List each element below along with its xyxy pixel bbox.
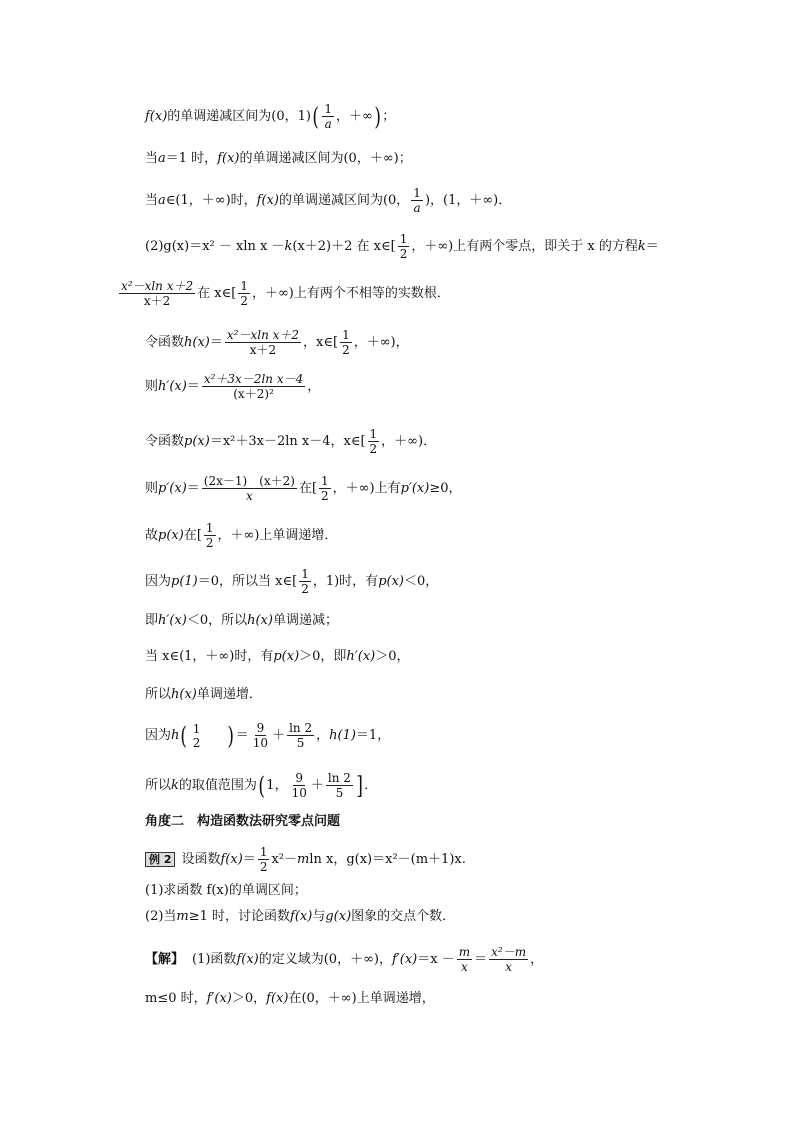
math-h1: h(1) (329, 728, 356, 743)
text: 的取值范围为 (178, 778, 257, 793)
text: ＜0，所以 (186, 613, 248, 628)
text: ＝1 时， (165, 151, 218, 166)
math-k: k (284, 239, 293, 254)
math-a: a (158, 151, 166, 166)
text: ≥1 时，讨论函数 (188, 909, 291, 924)
solution-line-1 (145, 946, 543, 973)
paren-open: ( (312, 102, 319, 131)
paren-open: ( (258, 771, 265, 800)
text: 的定义域为(0，＋∞)， (258, 952, 392, 967)
bracket-close: ] (356, 771, 363, 800)
math-hpx: h′(x) (158, 379, 187, 394)
math-m: m (176, 909, 189, 924)
text: ，＋∞)上有 (332, 481, 401, 496)
text: 与 (312, 909, 326, 924)
paren-close: ) (227, 721, 235, 750)
fraction-k-expression: $\frac{\text{x²－xln x＋2}}{x+2}$ (121, 279, 194, 308)
text-line-7 (145, 373, 320, 400)
math-fx: f(x) (217, 151, 240, 166)
text-line-8 (145, 428, 436, 455)
fraction-ppx-expression: $\frac{(2x-1) (x+2)}{x}$ (203, 474, 295, 503)
text-line-9 (145, 475, 462, 502)
text: 故 (145, 528, 159, 543)
math-gx: g(x) (325, 909, 352, 924)
fraction-1-over-a: $\frac{1}{a}$ (413, 186, 421, 215)
math-a: a (158, 193, 166, 208)
fraction-half: $\frac{1}{2}$ (369, 427, 378, 456)
math-fx: f(x) (266, 991, 289, 1006)
text: 当 x∈(1，＋∞)时，有 (145, 649, 274, 664)
fraction-half: $\frac{1}{2}$ (321, 474, 329, 503)
text-line-14 (145, 688, 262, 701)
math-fx: f(x) (290, 909, 313, 924)
text: ＞0， (231, 991, 267, 1006)
text: ， (316, 728, 330, 743)
text-line-6 (145, 329, 409, 356)
fraction-half: $\frac{1}{2}$ (259, 845, 268, 874)
math-ppx: p′(x) (400, 481, 430, 496)
text: ＜0， (403, 574, 439, 589)
text: 因为 (145, 728, 172, 743)
math-hx: h(x) (247, 613, 273, 628)
math-px: p(x) (273, 649, 300, 664)
math-hx: h(x) (171, 687, 197, 702)
text: 当 (145, 193, 159, 208)
example-badge: 例 2 (145, 852, 175, 867)
text: 令函数 (145, 335, 185, 350)
math-fx: f(x) (220, 852, 243, 867)
fraction-m-over-x: $\frac{m}{x}$ (458, 945, 471, 974)
question-1: (1)求函数 f(x)的单调区间； (145, 883, 307, 898)
text: ，＋∞ (336, 109, 373, 124)
text: ， (307, 379, 321, 394)
example-2-statement (145, 846, 466, 873)
text: 1， (266, 778, 288, 793)
solution-tag: 【解】 (145, 952, 185, 967)
math-px: p(x) (158, 528, 184, 543)
text: 当 (145, 151, 159, 166)
text-line-2 (145, 152, 412, 165)
math-fx: f(x) (236, 952, 259, 967)
text-line-10 (145, 522, 337, 549)
fraction-hpx-expression: $\frac{\text{x²＋3x－2ln x－4}}{\text{(x＋2)²}}$ (203, 372, 304, 401)
solution-line-2 (145, 992, 435, 1005)
text: ，＋∞)． (381, 434, 437, 449)
fraction-9-10: $\frac{9}{10}$ (291, 771, 307, 800)
text-line-16 (145, 772, 377, 799)
paren-open: ( (180, 721, 188, 750)
text-line-5 (117, 280, 450, 307)
text: ； (382, 109, 396, 124)
text: ＝ (242, 852, 256, 867)
text-line-13 (145, 650, 410, 663)
text: ∈(1，＋∞)时， (165, 193, 257, 208)
paren-close: ) (374, 102, 381, 131)
text: ，＋∞)上单调递增． (217, 528, 338, 543)
text: (2)g(x)＝x² － xln x － (145, 239, 285, 254)
text: ＞0， (375, 649, 410, 664)
text: 则 (145, 379, 159, 394)
text: 则 (145, 481, 159, 496)
question-2 (145, 910, 455, 923)
math-hpx: h′(x) (346, 649, 376, 664)
text: 单调递增． (196, 687, 262, 702)
text: ，＋∞)， (353, 335, 409, 350)
text: ln x，g(x)＝x²－(m＋1)x. (309, 852, 466, 867)
math-p1: p(1) (171, 574, 198, 589)
text: 所以 (145, 778, 172, 793)
text-line-4 (145, 233, 685, 260)
text: ＝ (186, 481, 200, 496)
text: 在 x∈[ (197, 286, 237, 301)
fraction-x2m-over-x: $\frac{\text{x²－m}}{x}$ (491, 945, 527, 974)
math-fx: f(x) (145, 109, 168, 124)
text: ＝x²＋3x－2ln x－4，x∈[ (209, 434, 366, 449)
text-line-3 (145, 187, 511, 214)
text-line-11 (145, 568, 438, 595)
text: (1)函数 (192, 952, 237, 967)
text: 设函数 (181, 852, 221, 867)
math-fpx: f′(x) (391, 952, 418, 967)
fraction-ln2-5: $\frac{\ln 2}{5}$ (327, 771, 351, 800)
text: ＝ (209, 335, 223, 350)
text: 即 (145, 613, 159, 628)
text: 在(0，＋∞)上单调递增， (288, 991, 435, 1006)
text: 在[ (298, 481, 318, 496)
text: ＝ (474, 952, 488, 967)
fraction-half: $\frac{1}{2}$ (205, 521, 214, 550)
text: ＝1， (355, 728, 391, 743)
text: (2)当 (145, 909, 177, 924)
text: ＝ (186, 379, 200, 394)
text: ＝0，所以当 x∈[ (197, 574, 298, 589)
text: 单调递减； (272, 613, 338, 628)
fraction-half: $\frac{1}{2}$ (301, 567, 309, 596)
fraction-ln2-5: $\frac{\ln 2}{5}$ (289, 721, 313, 750)
text: 的单调递减区间为(0， (278, 193, 410, 208)
text: (x＋2)＋2 在 x∈[ (292, 239, 396, 254)
text: ＝ (645, 239, 659, 254)
math-m: m (297, 852, 310, 867)
text: ，＋∞)上有两个不相等的实数根． (251, 286, 450, 301)
text: x²－ (271, 852, 297, 867)
math-k: k (637, 239, 646, 254)
text: 令函数 (145, 434, 185, 449)
text: ＋ (310, 778, 324, 793)
text-line-1 (145, 103, 395, 130)
text: 的单调递减区间为(0，1) (167, 109, 311, 124)
text: ＝ (235, 728, 249, 743)
text: 因为 (145, 574, 172, 589)
text: ＝x － (417, 952, 455, 967)
text: )，(1，＋∞)． (424, 193, 512, 208)
text-line-15 (145, 722, 390, 749)
text: ， (530, 952, 544, 967)
math-k: k (171, 778, 179, 793)
math-ppx: p′(x) (158, 481, 187, 496)
text: ，＋∞)上有两个零点，即关于 x 的方程 (411, 239, 638, 254)
math-fx: f(x) (256, 193, 279, 208)
section-heading: 角度二 构造函数法研究零点问题 (145, 814, 341, 829)
math-fpx: f′(x) (206, 991, 232, 1006)
math-px: p(x) (378, 574, 404, 589)
text: ＋ (272, 728, 286, 743)
math-h: h (171, 728, 180, 743)
math-px: p(x) (184, 434, 210, 449)
fraction-1-over-a: $\frac{1}{a}$ (324, 102, 332, 131)
text: 所以 (145, 687, 172, 702)
math-hx: h(x) (184, 335, 210, 350)
fraction-half: $\frac{1}{2}$ (399, 232, 408, 261)
fraction-half: $\frac{1}{2}$ (240, 279, 248, 308)
text: ＞0，即 (299, 649, 347, 664)
text: ，1)时，有 (312, 574, 379, 589)
text: ≥0， (429, 481, 462, 496)
text: ，x∈[ (303, 335, 339, 350)
text: 图象的交点个数． (351, 909, 456, 924)
fraction-9-10: $\frac{9}{10}$ (252, 721, 269, 750)
fraction-half: $\frac{1}{2}$ (342, 328, 350, 357)
text: 在[ (183, 528, 202, 543)
text: ． (364, 778, 378, 793)
text: 的单调递减区间为(0，＋∞)； (239, 151, 412, 166)
fraction-h-expression: $\frac{\text{x²－xln x＋2}}{x+2}$ (226, 328, 300, 357)
math-hpx: h′(x) (158, 613, 187, 628)
text: m≤0 时， (145, 991, 207, 1006)
fraction-half-argument: 1 2 (192, 721, 201, 750)
text-line-12 (145, 614, 338, 627)
